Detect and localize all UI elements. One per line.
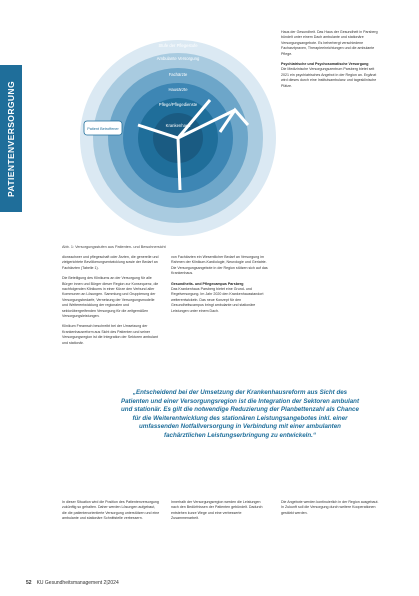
pull-quote: „Entscheidend bei der Umsetzung der Krankenhausreform aus Sicht des Patienten und einer Versorgungsregion ist die Integration der Sektoren ambulant und stationär. Es gilt die notwendige Reduzierung der Planbettenzahl als Chance für die Weiterentwicklung des stationären Leistungsangebotes inkl. einer umfassenden Notfallversorgung in Verbindung mit einer ambulanten fachärztlichen Leistungserbringung zu entwickeln.“ — [120, 389, 360, 439]
ring-label-5: Pflege/Pflegedienste — [158, 102, 198, 107]
col1-p1: dionsschwer und pflegeschaft oder Ärzten, die generelle und zielgerichtete Bevölkerungsentwicklung sowie der Bedarf an Fachärzten (Tabelle 1). — [62, 255, 159, 270]
col2-heading: Gesundheits- und Pflegecampus Parsberg — [171, 281, 244, 286]
col3-heading: Psychiatrische und Psychosomatische Versorgung — [281, 62, 369, 67]
patient-label: Patient Betroffener — [87, 127, 119, 131]
ring-label-2: Ambulante Versorgung — [156, 56, 200, 61]
section-label: PATIENTENVERSORGUNG — [6, 80, 16, 197]
col1-p3: Klinikum Freamsch beschreibt bei der Umsetzung der Krankenhausreform aus Sicht des Patienten und seiner Versorgungsregion ist die Integration der Sektoren ambulant und stationär. — [62, 324, 158, 345]
column-3 — [281, 30, 379, 380]
page-number: 52 — [26, 580, 32, 586]
column-2 — [171, 255, 269, 380]
ring-label-3: Fachärzte — [168, 72, 188, 77]
col2-p1: von Fachärzten ein Wesentlicher Bedarf an Versorgung im Rahmen der Klinikum-Kardiologie, Neurologie und Geriatrie. Die Versorgungsangebote in der Region stützen sich auf das Krankenhaus. — [171, 255, 268, 276]
column-2-bottom — [171, 500, 269, 570]
col1-p2: Die Beteiligung des Klinikums an der Versorgung für alle Bürger innen und Bürger dieser Region zur Konsequenz, die nachfolgenden Klinikums in einer Kürze den Verbund aller Kommunen an Lösungen. Sammlung und Gruppierung der Versorgungsbedarfe, Vernetzung der Versorgungsmodelle und Weiterentwicklung der regionalen und sektorübergreifenden Versorgung für die zeitgemäßen Versorgungsleistungen. — [62, 276, 159, 319]
ring-label-4: Hausärzte — [168, 87, 188, 92]
journal-name: KU Gesundheitsmanagement 2|2024 — [36, 580, 119, 586]
page-footer — [26, 580, 119, 586]
col3-p1: Haus der Gesundheit. Das Haus der Gesundheit in Parsberg bündelt unter einem Dach ambulante und stationäre Versorgungsangebote. Es beherbergt verschiedene Facharztpraxen, Therapieeinrichtungen und die ambulante Pflege. — [281, 30, 378, 56]
care-levels-diagram — [60, 30, 276, 240]
figure-caption: Abb. 1: Versorgungsstufen aus Patienten- und Bewohnersicht — [62, 245, 166, 249]
col2-p2: Das Krankenhaus Parsberg bietet eine Grund- und Regelversorgung. Im Jahr 2020 den Krankenhausstandort weiterentwickeln. Das neue Konzept für den Gesundheitscampus bringt ambulante und stationäre Leistungen unter einem Dach. — [171, 287, 264, 313]
section-sidebar — [0, 65, 22, 212]
col1b-p1: In dieser Situation wird die Position des Patientenversorgung zukünftig so gehalten. Daher werden Lösungen aufgebaut, die die patientenorientierte Versorgung unterstützen und eine ambulante und stationäre Schnittstelle verbessern. — [62, 500, 160, 521]
column-3-bottom — [281, 500, 379, 570]
column-1-bottom — [62, 500, 160, 570]
col3b-p1: Die Angebote werden kontinuierlich in der Region ausgebaut. In Zukunft soll die Versorgung durch weitere Kooperationen gestärkt werden. — [281, 500, 379, 515]
col2b-p1: Innerhalb der Versorgungsregion werden die Leistungen nach den Bedürfnissen der Patienten gebündelt. Dadurch entstehen kurze Wege und eine verbesserte Zusammenarbeit. — [171, 500, 263, 521]
col3-p2: Die Medizinische Versorgungszentrum Parsberg bietet seit 2021 ein psychiatrisches Angebot in der Region an. Ergänzt wird dieses durch eine Institutsambulanz und tagesklinische Plätze. — [281, 67, 377, 88]
ring-label-1: Stufe der Pflegestufe — [158, 43, 198, 48]
ring-label-6: Krankenhaus — [165, 123, 191, 128]
